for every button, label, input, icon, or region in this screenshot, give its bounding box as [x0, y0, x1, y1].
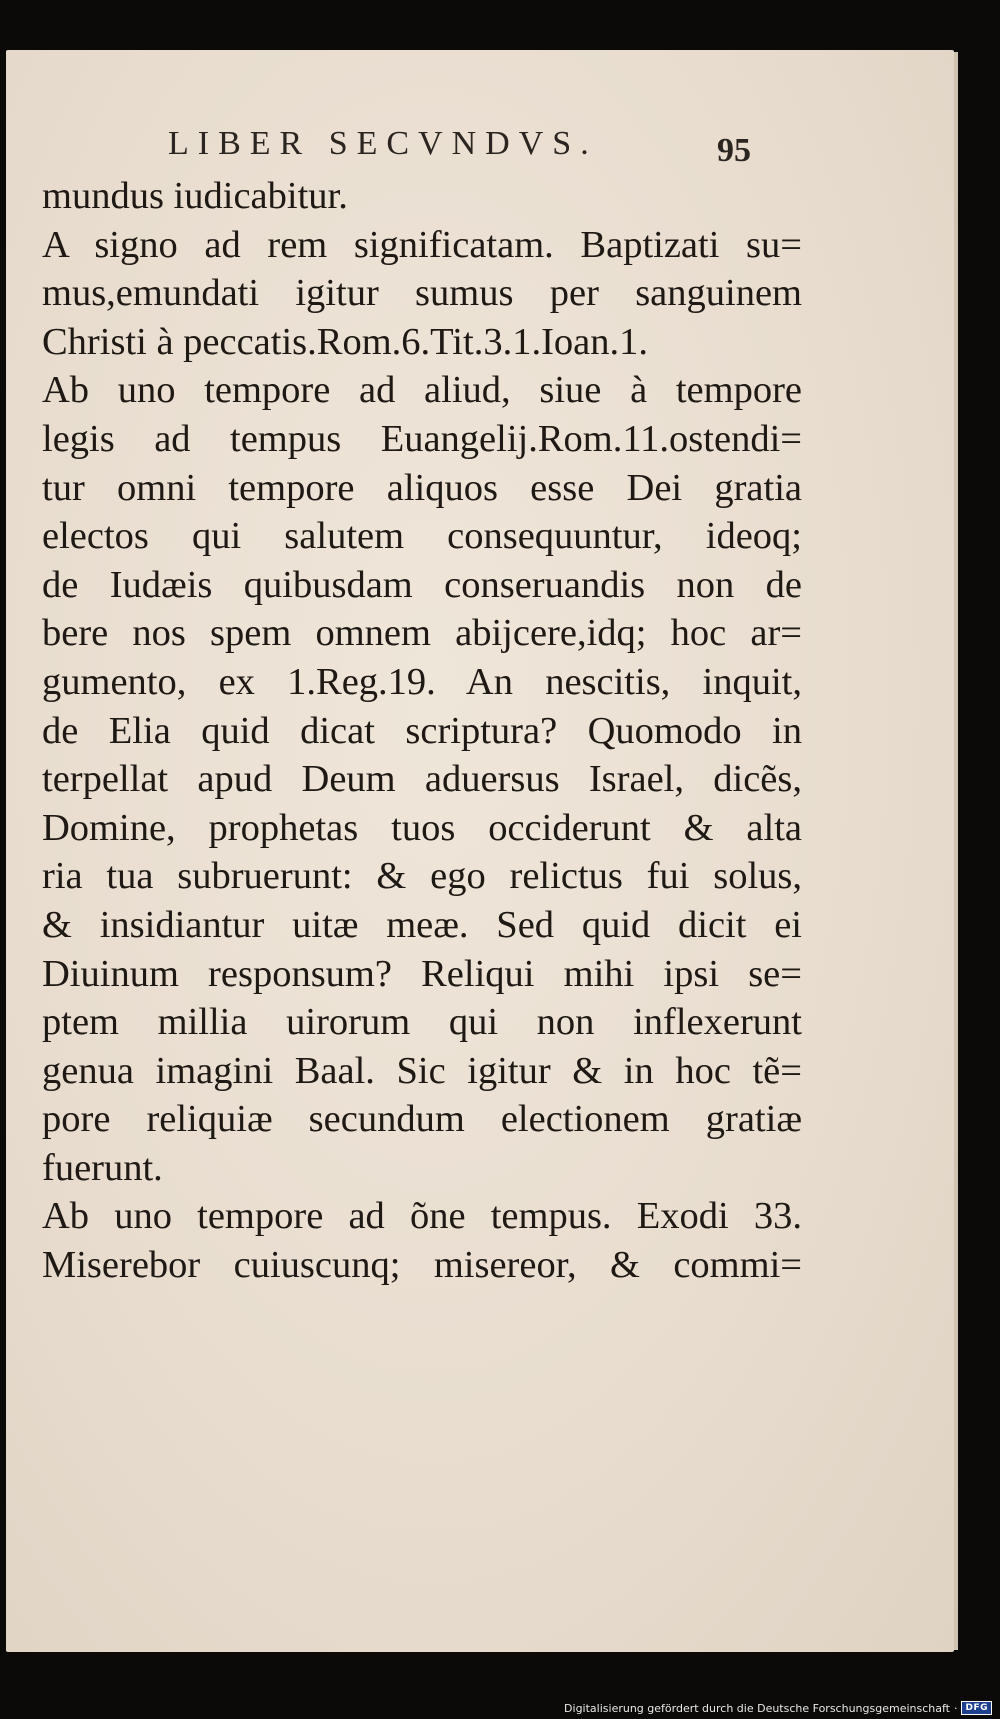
text-line: genua imagini Baal. Sic igitur & in hoc tẽ= [42, 1049, 802, 1092]
text-line: de Elia quid dicat scriptura? Quomodo in [42, 709, 802, 752]
text-line: Ab uno tempore ad aliud, siue à tempore [42, 369, 802, 412]
text-line: ptem millia uirorum qui non inflexerunt [42, 1001, 802, 1044]
credit-text: Digitalisierung gefördert durch die Deutsche Forschungsgemeinschaft [564, 1701, 950, 1715]
text-line: Diuinum responsum? Reliqui mihi ipsi se= [42, 952, 802, 995]
text-line: bere nos spem omnem abijcere,idq; hoc ar= [42, 612, 802, 655]
text-line: gumento, ex 1.Reg.19. An nescitis, inquit, [42, 660, 802, 703]
text-line: pore reliquiæ secundum electionem gratiæ [42, 1098, 802, 1141]
page-edge [954, 52, 958, 1650]
text-line: Christi à peccatis.Rom.6.Tit.3.1.Ioan.1. [42, 320, 648, 363]
separator: · [953, 1701, 958, 1715]
text-line: electos qui salutem consequuntur, ideoq; [42, 515, 802, 558]
text-line: ria tua subruerunt: & ego relictus fui solus, [42, 855, 802, 898]
text-line: fuerunt. [42, 1146, 163, 1189]
text-line: legis ad tempus Euangelij.Rom.11.ostendi= [42, 417, 802, 460]
text-line: & insidiantur uitæ meæ. Sed quid dicit ei [42, 903, 802, 946]
page-number: 95 [717, 132, 751, 169]
text-line: tur omni tempore aliquos esse Dei gratia [42, 466, 802, 509]
body-text [42, 172, 802, 1290]
running-head: LIBER SECVNDVS. [168, 125, 598, 162]
text-line: Miserebor cuiuscunq; misereor, & commi= [42, 1244, 802, 1287]
dfg-logo: DFG [961, 1701, 992, 1715]
digitization-credit [564, 1701, 992, 1715]
text-line: Ab uno tempore ad õne tempus. Exodi 33. [42, 1195, 802, 1238]
text-line: Domine, prophetas tuos occiderunt & alta [42, 806, 802, 849]
text-line: terpellat apud Deum aduersus Israel, dicẽs, [42, 758, 802, 801]
text-line: mundus iudicabitur. [42, 175, 348, 217]
text-line: de Iudæis quibusdam conseruandis non de [42, 563, 802, 606]
text-line: mus,emundati igitur sumus per sanguinem [42, 272, 802, 315]
text-line: A signo ad rem significatam. Baptizati su= [42, 223, 802, 266]
